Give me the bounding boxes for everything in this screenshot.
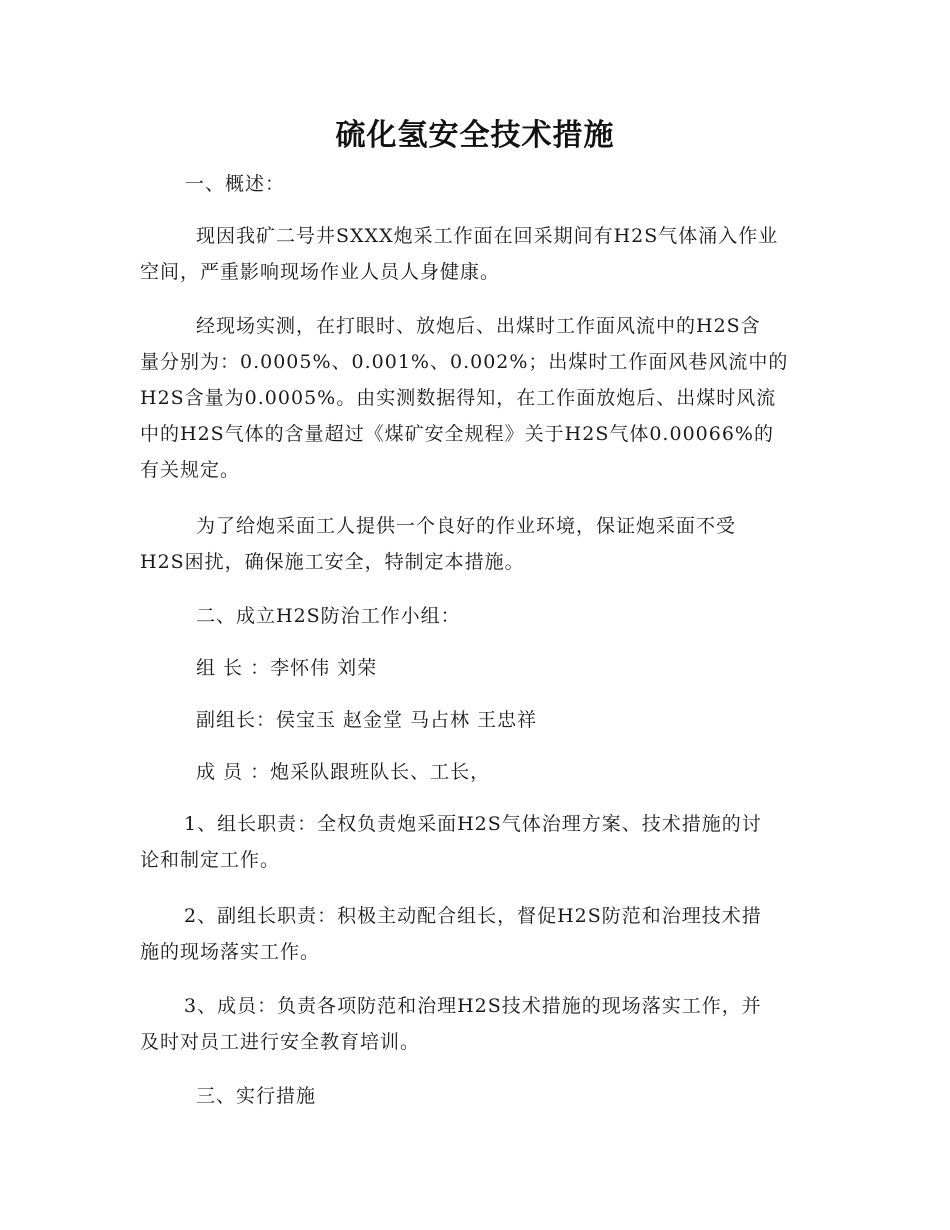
paragraph-line: 施的现场落实工作。 bbox=[140, 941, 321, 963]
paragraph-line: H2S困扰，确保施工安全，特制定本措施。 bbox=[140, 551, 525, 573]
group-leader: 组 长 ：李怀伟 刘荣 bbox=[196, 657, 378, 679]
group-members: 成 员 ：炮采队跟班队长、工长， bbox=[196, 761, 491, 783]
paragraph-background bbox=[140, 218, 820, 290]
group-heading: 二、成立H2S防治工作小组： bbox=[196, 605, 461, 627]
document-title: 硫化氢安全技术措施 bbox=[335, 118, 615, 153]
duty-members bbox=[140, 988, 820, 1060]
paragraph-line: 及时对员工进行安全教育培训。 bbox=[140, 1031, 421, 1053]
group-deputy: 副组长：侯宝玉 赵金堂 马占林 王忠祥 bbox=[196, 709, 538, 731]
paragraph-line: H2S含量为0.0005%。由实测数据得知，在工作面放炮后、出煤时风流 bbox=[140, 387, 777, 409]
paragraph-line: 量分别为：0.0005%、0.001%、0.002%；出煤时工作面风巷风流中的 bbox=[140, 351, 789, 373]
paragraph-line: 中的H2S气体的含量超过《煤矿安全规程》关于H2S气体0.00066%的 bbox=[140, 423, 774, 445]
overview-heading: 一、概述： bbox=[185, 173, 286, 195]
paragraph-line: 为了给炮采面工人提供一个良好的作业环境，保证炮采面不受 bbox=[196, 515, 737, 537]
paragraph-line: 空间，严重影响现场作业人员人身健康。 bbox=[140, 261, 501, 283]
paragraph-line: 2、副组长职责：积极主动配合组长，督促H2S防范和治理技术措 bbox=[184, 905, 762, 927]
paragraph-measurement bbox=[140, 308, 820, 488]
paragraph-line: 1、组长职责：全权负责炮采面H2S气体治理方案、技术措施的讨 bbox=[184, 813, 762, 835]
paragraph-line: 经现场实测，在打眼时、放炮后、出煤时工作面风流中的H2S含 bbox=[196, 315, 761, 337]
duty-deputy bbox=[140, 898, 820, 970]
duty-leader bbox=[140, 806, 820, 878]
paragraph-purpose bbox=[140, 508, 820, 580]
paragraph-line: 有关规定。 bbox=[140, 459, 241, 481]
paragraph-line: 3、成员：负责各项防范和治理H2S技术措施的现场落实工作，并 bbox=[184, 995, 762, 1017]
measures-heading: 三、实行措施 bbox=[196, 1085, 317, 1107]
paragraph-line: 现因我矿二号井SXXX炮采工作面在回采期间有H2S气体涌入作业 bbox=[196, 225, 779, 247]
paragraph-line: 论和制定工作。 bbox=[140, 849, 281, 871]
